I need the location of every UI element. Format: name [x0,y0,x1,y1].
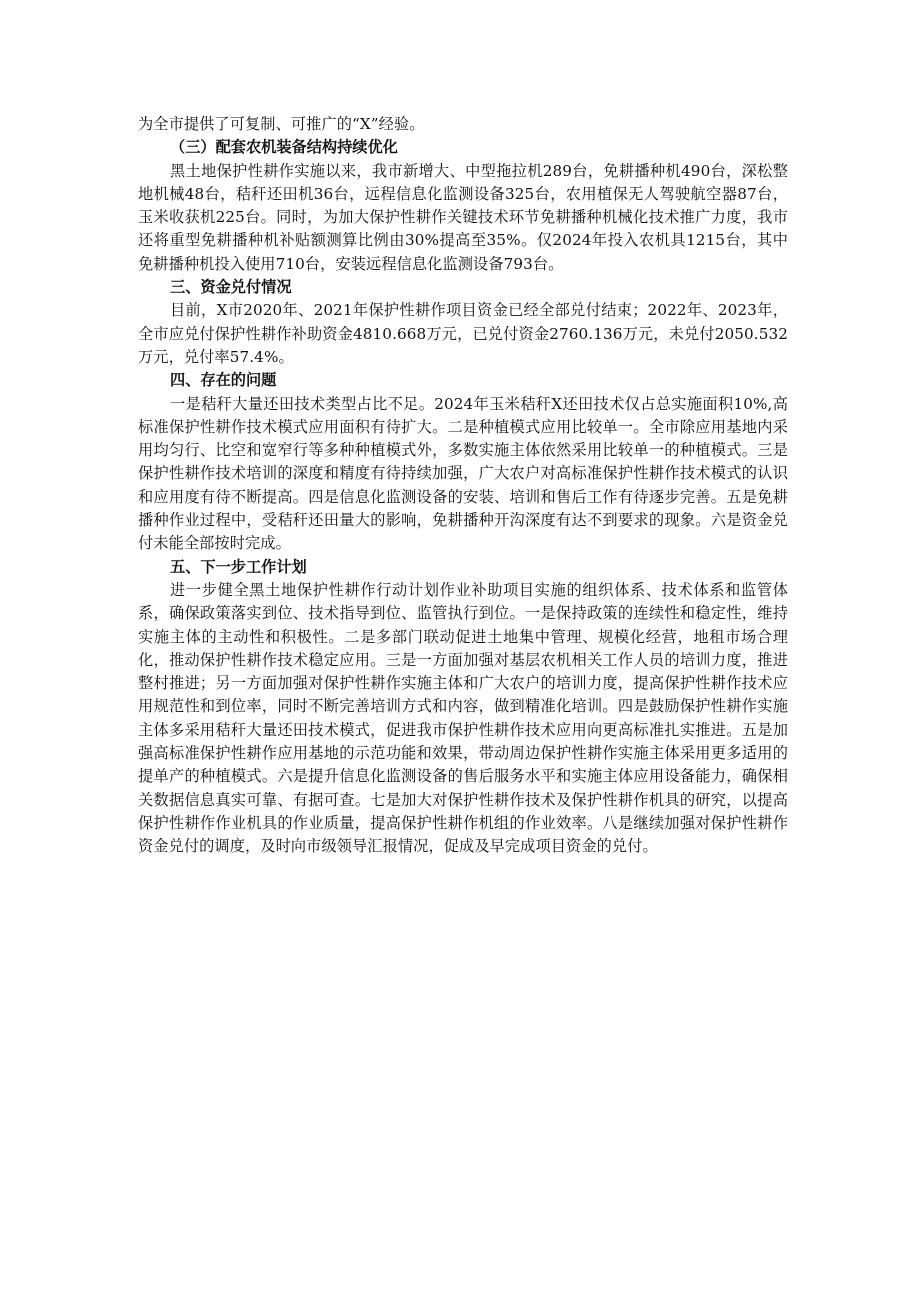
paragraph-plan: 进一步健全黑土地保护性耕作行动计划作业补助项目实施的组织体系、技术体系和监管体系，确保政策落实到位、技术指导到位、监管执行到位。一是保持政策的连续性和稳定性，维持实施主体的主动性和积极性。二是多部门联动促进土地集中管理、规模化经营，地租市场合理化，推动保护性耕作技术稳定应用。三是一方面加强对基层农机相关工作人员的培训力度，推进整村推进；另一方面加强对保护性耕作实施主体和广大农户的培训力度，提高保护性耕作技术应用规范性和到位率，同时不断完善培训方式和内容，做到精准化培训。四是鼓励保护性耕作实施主体多采用秸秆大量还田技术模式，促进我市保护性耕作技术应用向更高标准扎实推进。五是加强高标准保护性耕作应用基地的示范功能和效果，带动周边保护性耕作实施主体采用更多适用的提单产的种植模式。六是提升信息化监测设备的售后服务水平和实施主体应用设备能力，确保相关数据信息真实可靠、有据可查。七是加大对保护性耕作技术及保护性耕作机具的研究，以提高保护性耕作作业机具的作业质量，提高保护性耕作机组的作业效率。八是继续加强对保护性耕作资金兑付的调度，及时向市级领导汇报情况，促成及早完成项目资金的兑付。 [138,580,788,856]
document-page [138,113,788,859]
heading-plan: 五、下一步工作计划 [170,557,307,576]
heading-equipment: （三）配套农机装备结构持续优化 [170,138,398,157]
paragraph-funds: 目前，X市2020年、2021年保护性耕作项目资金已经全部兑付结束；2022年、2023年，全市应兑付保护性耕作补助资金4810.668万元，已兑付资金2760.136万元，未兑付2050.532万元，兑付率57.4%。 [138,301,788,366]
paragraph-continuation: 为全市提供了可复制、可推广的“X”经验。 [138,115,425,133]
paragraph-problems: 一是秸秆大量还田技术类型占比不足。2024年玉米秸秆X还田技术仅占总实施面积10%,高标准保护性耕作技术模式应用面积有待扩大。二是种植模式应用比较单一。全市除应用基地内采用均匀行、比空和宽窄行等多种种植模式外，多数实施主体依然采用比较单一的种植模式。三是保护性耕作技术培训的深度和精度有待持续加强，广大农户对高标准保护性耕作技术模式的认识和应用度有待不断提高。四是信息化监测设备的安装、培训和售后工作有待逐步完善。五是免耕播种作业过程中，受秸秆还田量大的影响，免耕播种开沟深度有达不到要求的现象。六是资金兑付未能全部按时完成。 [138,394,788,553]
heading-problems: 四、存在的问题 [170,371,277,390]
paragraph-equipment: 黑土地保护性耕作实施以来，我市新增大、中型拖拉机289台，免耕播种机490台，深松整地机械48台，秸秆还田机36台，远程信息化监测设备325台，农用植保无人驾驶航空器87台，玉米收获机225台。同时，为加大保护性耕作关键技术环节免耕播种机械化技术推广力度，我市还将重型免耕播种机补贴额测算比例由30%提高至35%。仅2024年投入农机具1215台，其中免耕播种机投入使用710台，安装远程信息化监测设备793台。 [138,161,788,273]
heading-funds: 三、资金兑付情况 [170,278,292,297]
